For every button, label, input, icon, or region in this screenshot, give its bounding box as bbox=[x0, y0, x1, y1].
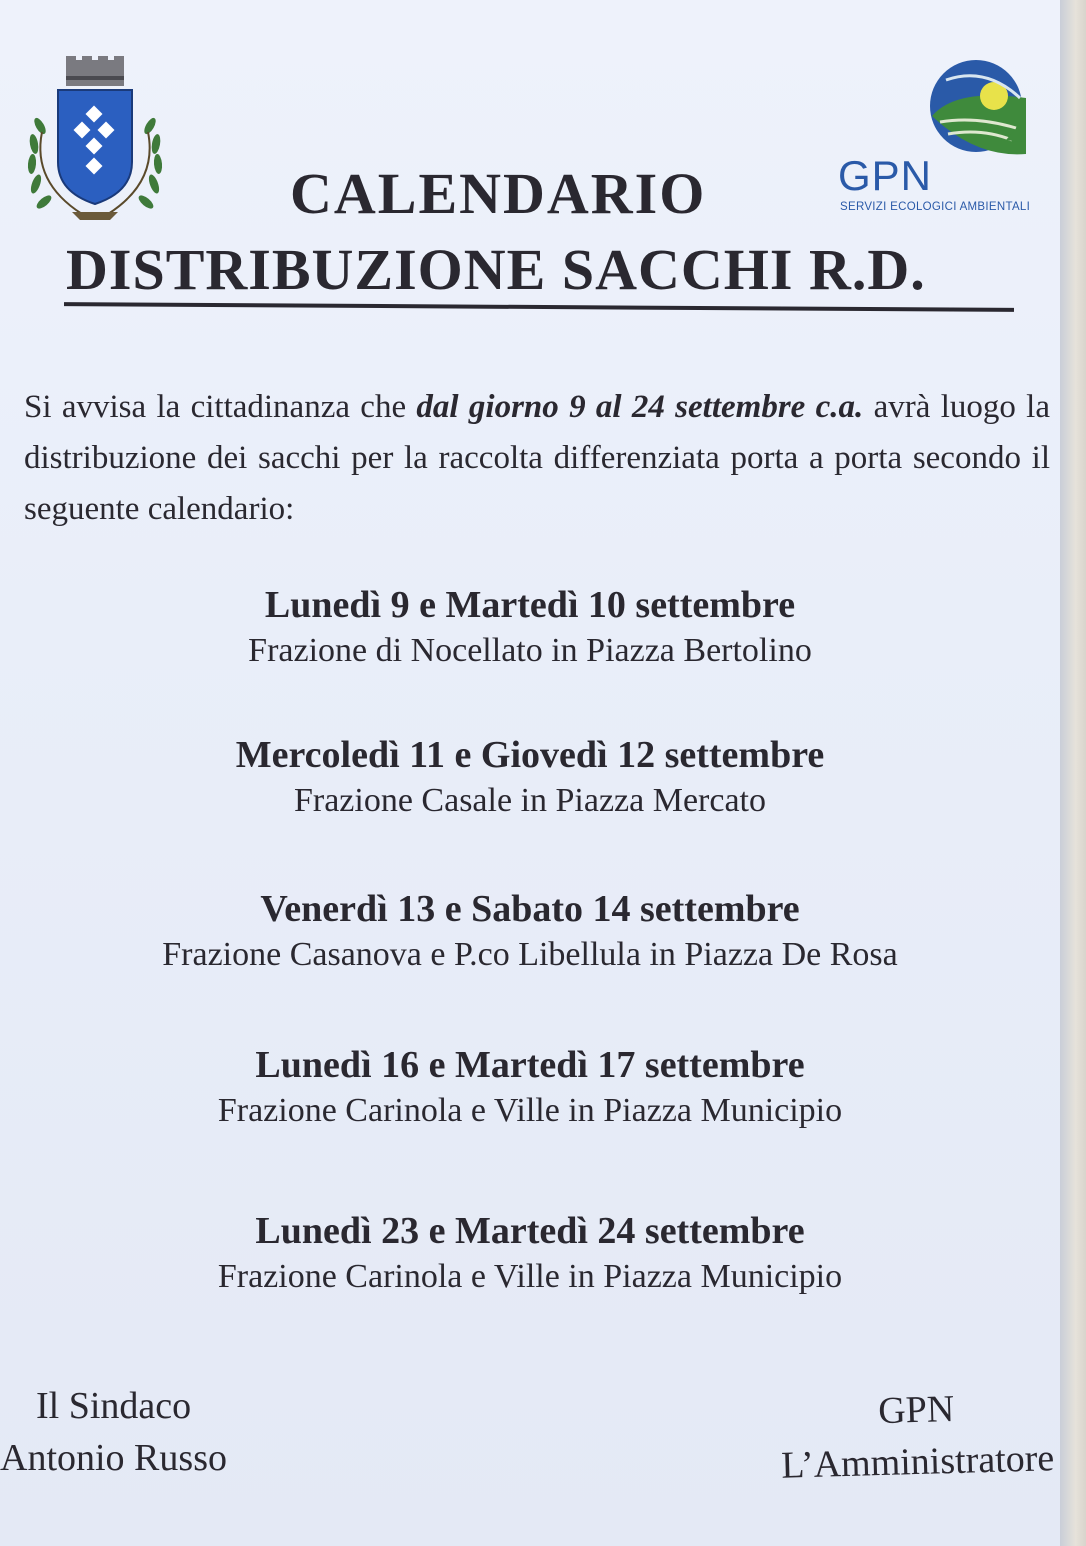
mayor-name: Antonio Russo bbox=[0, 1437, 227, 1479]
schedule-entry bbox=[0, 582, 1060, 674]
intro-part-1: Si avvisa la cittadinanza che bbox=[24, 389, 417, 425]
intro-dates: dal giorno 9 al 24 settembre c.a. bbox=[416, 389, 864, 425]
gpn-org: GPN bbox=[877, 1387, 955, 1433]
schedule-place: Frazione Casanova e P.co Libellula in Piazza De Rosa bbox=[162, 936, 898, 973]
schedule-place: Frazione Casale in Piazza Mercato bbox=[293, 782, 766, 819]
schedule-days: Lunedì 16 e Martedì 17 settembre bbox=[255, 1044, 805, 1086]
schedule-place: Frazione di Nocellato in Piazza Bertolino bbox=[248, 632, 812, 669]
schedule-days: Mercoledì 11 e Giovedì 12 settembre bbox=[235, 734, 825, 776]
intro-paragraph bbox=[24, 382, 1050, 535]
schedule-entry bbox=[0, 1042, 1060, 1134]
schedule-days: Venerdì 13 e Sabato 14 settembre bbox=[260, 888, 800, 930]
gpn-role: L’Amministratore bbox=[780, 1437, 1055, 1487]
gpn-logo-tagline: SERVIZI ECOLOGICI AMBIENTALI bbox=[840, 201, 1031, 213]
mayor-signature bbox=[0, 1380, 227, 1484]
title-line-1: CALENDARIO bbox=[290, 161, 707, 226]
schedule-entry bbox=[0, 732, 1060, 824]
title-line-2: DISTRIBUZIONE SACCHI R.D. bbox=[66, 237, 926, 302]
schedule-place: Frazione Carinola e Ville in Piazza Municipio bbox=[217, 1092, 843, 1129]
gpn-logo-name: GPN bbox=[838, 152, 933, 199]
schedule-days: Lunedì 23 e Martedì 24 settembre bbox=[255, 1210, 805, 1252]
gpn-signature bbox=[749, 1379, 1086, 1492]
wall-background bbox=[1060, 0, 1086, 1546]
schedule-entry bbox=[0, 1208, 1060, 1300]
coat-of-arms-icon bbox=[22, 52, 168, 224]
schedule-entry bbox=[0, 886, 1060, 978]
title-underline bbox=[64, 302, 1014, 312]
mayor-role: Il Sindaco bbox=[36, 1385, 192, 1427]
schedule-place: Frazione Carinola e Ville in Piazza Municipio bbox=[217, 1258, 843, 1295]
intro-part-2: avrà luogo la distribuzione dei sacchi per la raccolta differenziata porta a porta secondo il seguente calendario: bbox=[24, 389, 1050, 527]
schedule-days: Lunedì 9 e Martedì 10 settembre bbox=[264, 584, 796, 626]
